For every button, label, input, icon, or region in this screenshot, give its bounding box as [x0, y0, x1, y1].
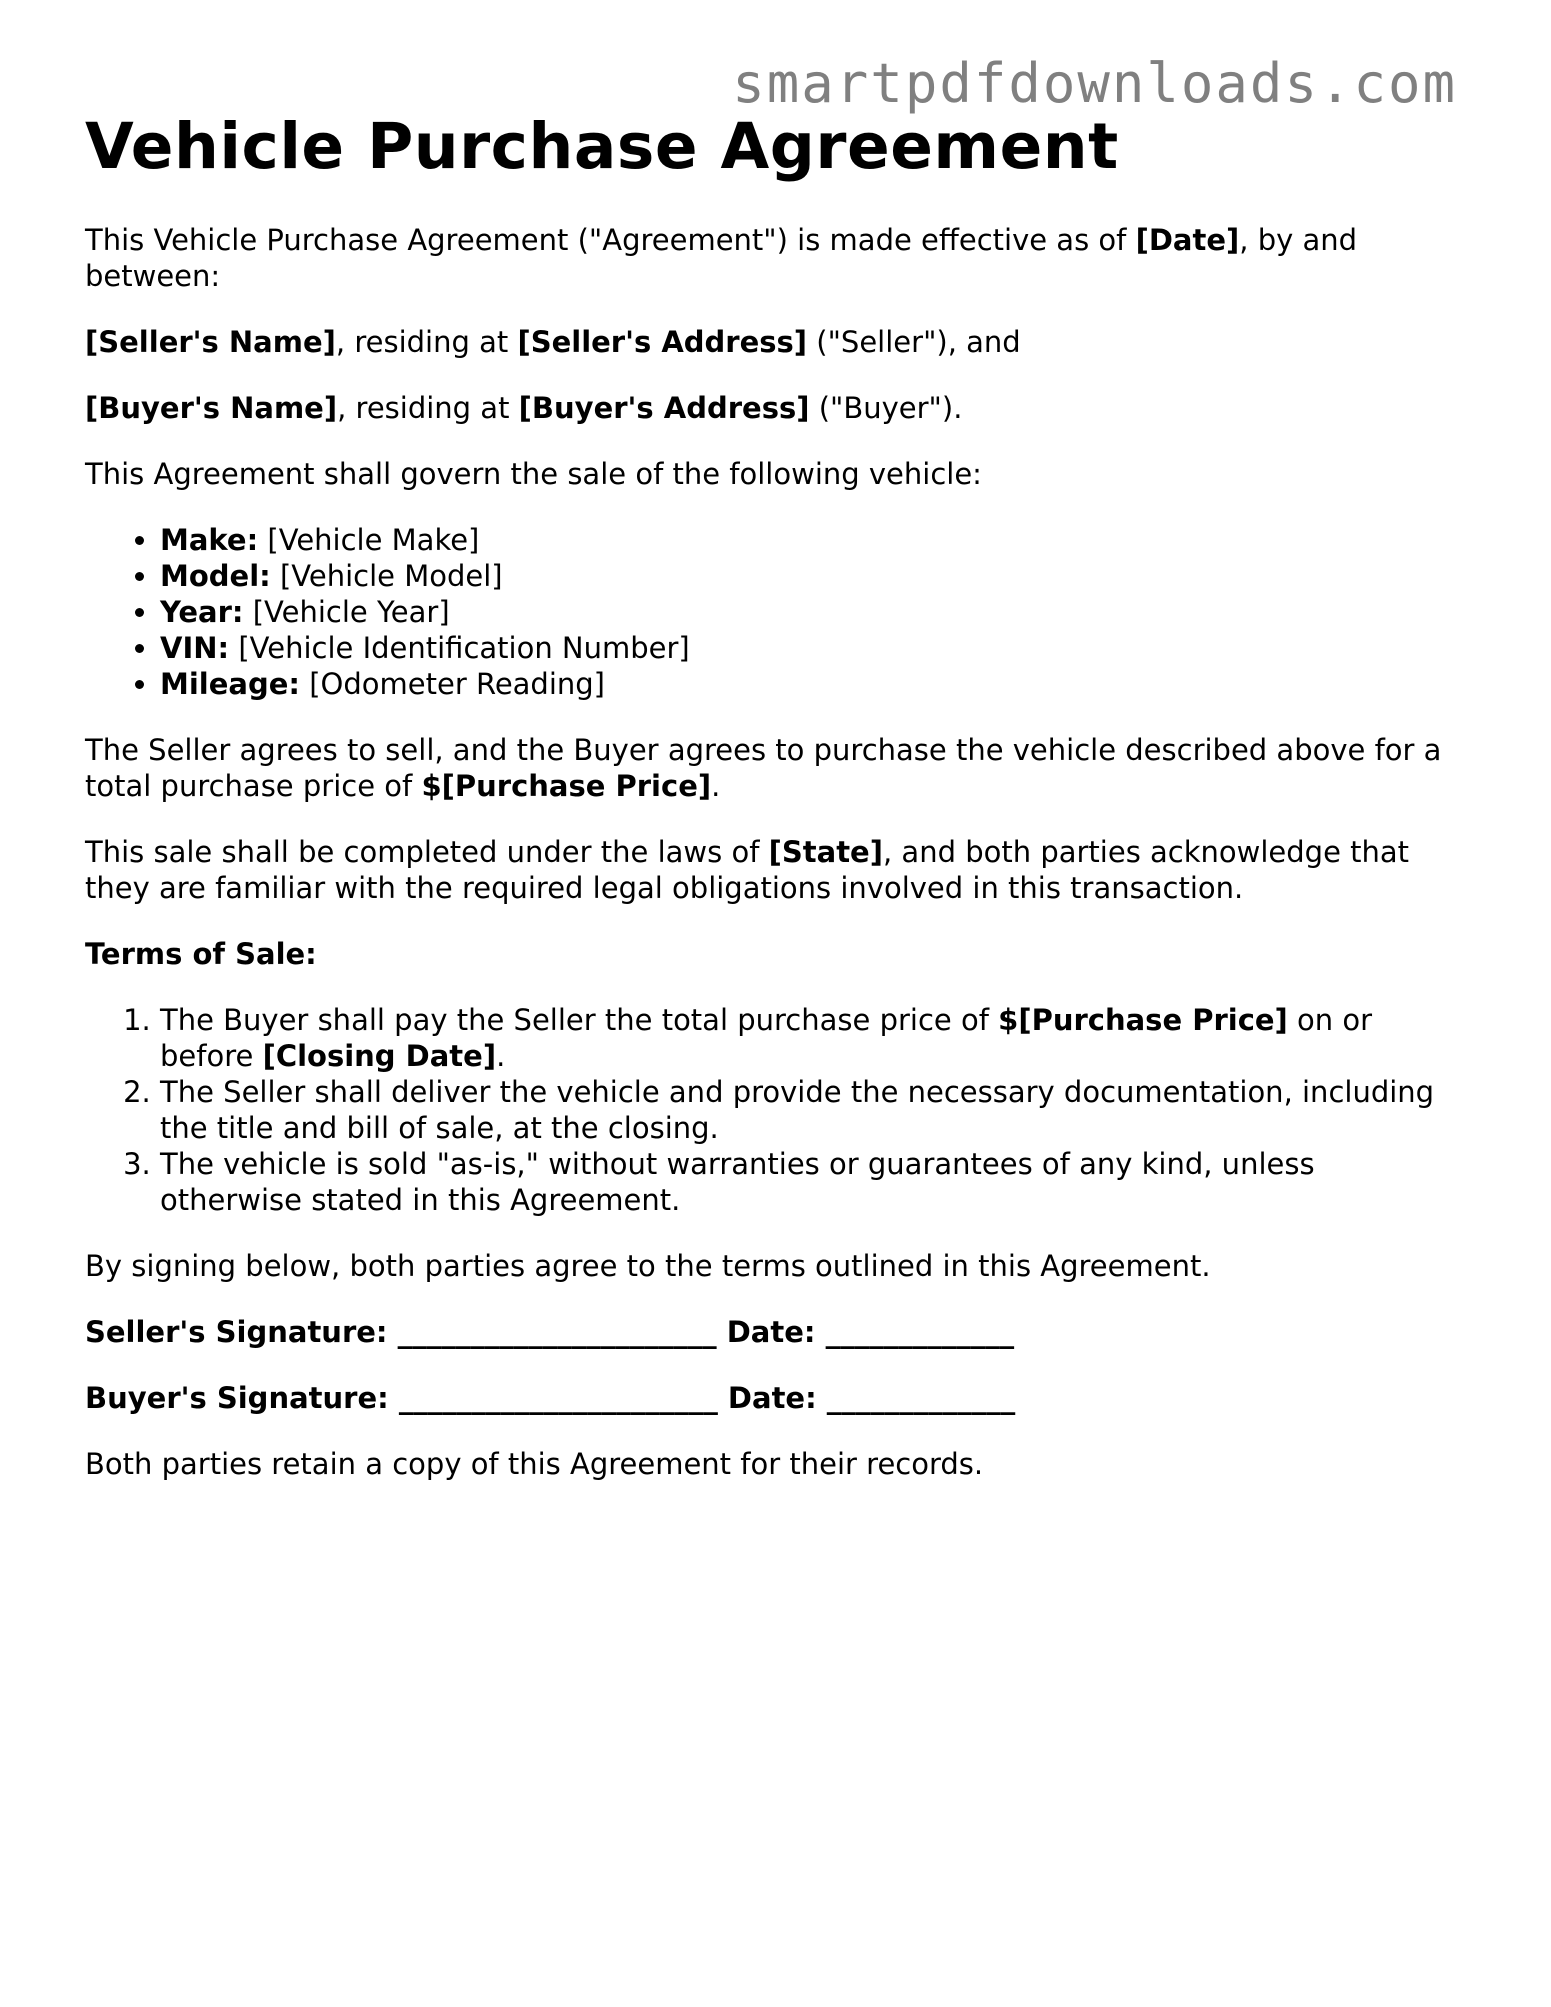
price-text-before: The Seller agrees to sell, and the Buyer agrees to purchase the vehicle described above for a total purchase price of: [85, 733, 1442, 803]
purchase-price-paragraph: [85, 732, 1465, 804]
signing-paragraph: By signing below, both parties agree to the terms outlined in this Agreement.: [85, 1249, 1211, 1283]
state-field: [State]: [768, 835, 883, 869]
vehicle-make-item: [160, 522, 1465, 558]
seller-text-mid: , residing at: [335, 325, 518, 359]
vehicle-item-value: [Vehicle Year]: [243, 595, 450, 629]
term-purchase-price-field: $[Purchase Price]: [998, 1003, 1288, 1037]
closing-date-field: [Closing Date]: [262, 1039, 497, 1073]
vehicle-item-label: Make:: [160, 523, 259, 557]
vehicle-mileage-item: [160, 666, 1465, 702]
seller-signature-line: Seller's Signature: ______________________ Date: _____________: [85, 1315, 1015, 1349]
state-text-after: , and both parties acknowledge that they are familiar with the required legal obligations involved in this transaction.: [85, 835, 1410, 905]
terms-list: [85, 1002, 1465, 1218]
effective-date-field: [Date]: [1135, 223, 1240, 257]
buyer-text-mid: , residing at: [337, 391, 519, 425]
buyer-text-after: ("Buyer").: [809, 391, 963, 425]
terms-heading: Terms of Sale:: [85, 937, 317, 971]
buyer-signature-line: Buyer's Signature: ______________________ Date: _____________: [85, 1381, 1016, 1415]
vehicle-item-value: [Vehicle Identification Number]: [229, 631, 690, 665]
vehicle-model-item: [160, 558, 1465, 594]
state-text-before: This sale shall be completed under the laws of: [85, 835, 769, 869]
term-as-is: 3. The vehicle is sold "as-is," without warranties or guarantees of any kind, unless otherwise stated in this Agreement.: [160, 1146, 1465, 1218]
term-payment: [160, 1002, 1465, 1074]
price-text-after: .: [711, 769, 721, 803]
vehicle-item-label: Year:: [160, 595, 244, 629]
purchase-price-field: $[Purchase Price]: [421, 769, 712, 803]
vehicle-year-item: [160, 594, 1465, 630]
vehicle-item-value: [Odometer Reading]: [300, 667, 605, 701]
vehicle-item-label: VIN:: [160, 631, 230, 665]
document-page: [85, 108, 1465, 1512]
buyer-address-field: [Buyer's Address]: [518, 391, 810, 425]
intro-text-after: , by and between:: [85, 223, 1358, 293]
closing-paragraph: Both parties retain a copy of this Agreement for their records.: [85, 1447, 984, 1481]
intro-paragraph: [85, 222, 1465, 294]
vehicle-item-label: Model:: [160, 559, 271, 593]
vehicle-details-list: [85, 522, 1465, 702]
seller-address-field: [Seller's Address]: [517, 325, 808, 359]
buyer-name-field: [Buyer's Name]: [85, 391, 338, 425]
vehicle-intro-paragraph: This Agreement shall govern the sale of the following vehicle:: [85, 457, 982, 491]
vehicle-item-value: [Vehicle Model]: [270, 559, 503, 593]
buyer-paragraph: [85, 390, 1465, 426]
vehicle-item-label: Mileage:: [160, 667, 301, 701]
state-law-paragraph: [85, 834, 1465, 906]
vehicle-item-value: [Vehicle Make]: [258, 523, 480, 557]
term-text: .: [496, 1039, 506, 1073]
term-text: The Buyer shall pay the Seller the total purchase price of: [160, 1003, 999, 1037]
watermark: smartpdfdownloads.com: [732, 52, 1457, 115]
term-text: on or before: [160, 1003, 1373, 1073]
intro-text-before: This Vehicle Purchase Agreement ("Agreement") is made effective as of: [85, 223, 1136, 257]
seller-name-field: [Seller's Name]: [85, 325, 336, 359]
term-delivery: 2. The Seller shall deliver the vehicle and provide the necessary documentation, including the title and bill of sale, at the closing.: [160, 1074, 1465, 1146]
seller-text-after: ("Seller"), and: [807, 325, 1021, 359]
document-title: Vehicle Purchase Agreement: [85, 110, 1119, 183]
vehicle-vin-item: [160, 630, 1465, 666]
seller-paragraph: [85, 324, 1465, 360]
